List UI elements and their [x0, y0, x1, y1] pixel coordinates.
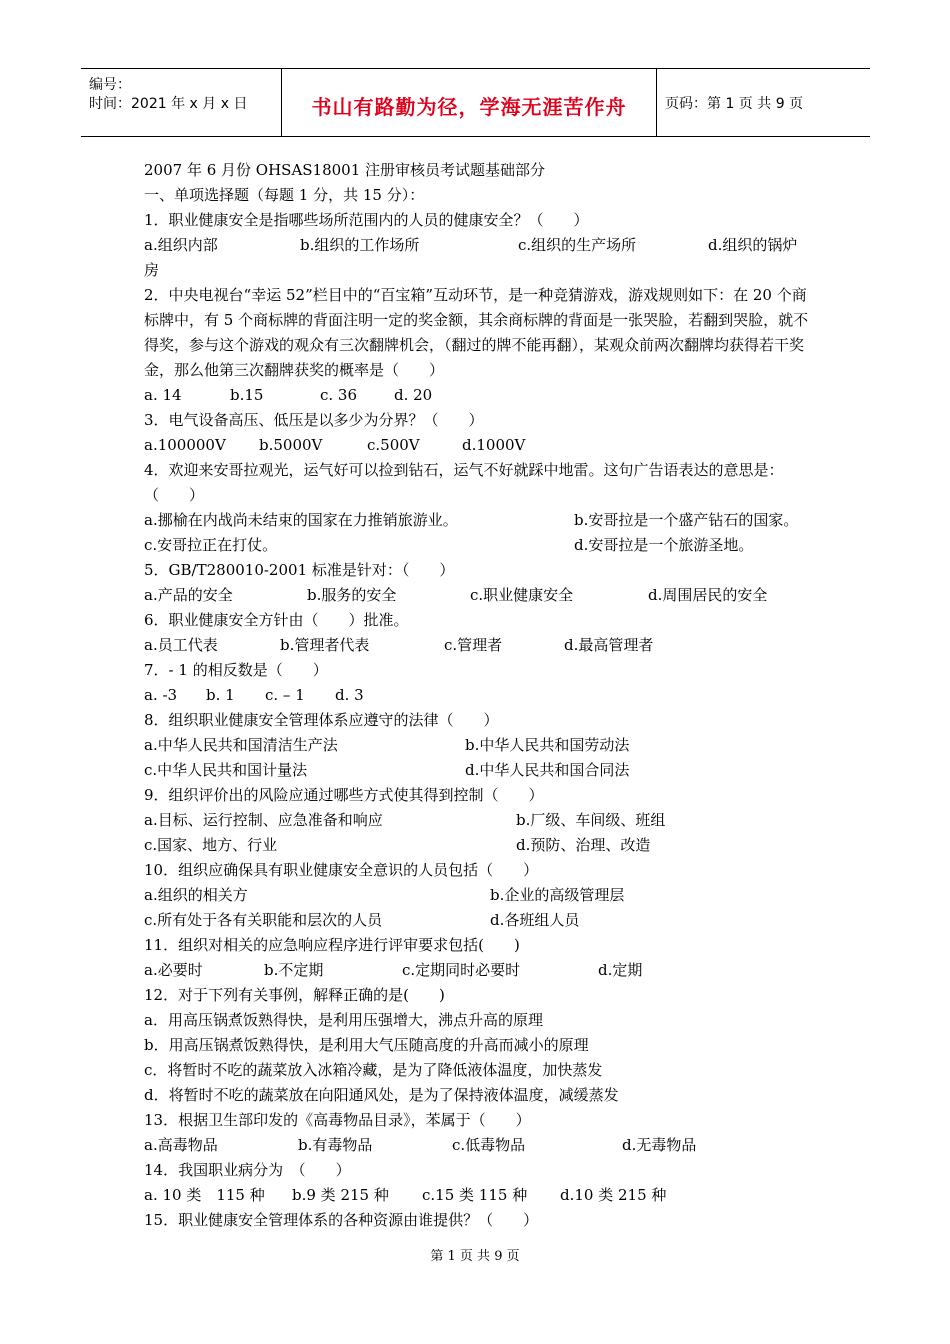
option: a. 14	[144, 386, 182, 404]
header-motto: 书山有路勤为径，学海无涯苦作舟	[311, 95, 627, 119]
question-stem: 7．- 1 的相反数是（ ）	[144, 661, 328, 679]
question-options	[144, 833, 814, 858]
option: d．将暂时不吃的蔬菜放在向阳通风处，是为了保持液体温度，减缓蒸发	[144, 1086, 619, 1104]
header-time: 时间：2021 年 x 月 x 日	[89, 96, 248, 112]
question-options	[144, 433, 814, 458]
question-stem: 6．职业健康安全方针由（ ）批准。	[144, 611, 409, 629]
option: a.必要时	[144, 961, 203, 979]
option: d.安哥拉是一个旅游圣地。	[574, 536, 754, 554]
question-stem: 3．电气设备高压、低压是以多少为分界？（ ）	[144, 411, 484, 429]
option: c.安哥拉正在打仗。	[144, 536, 278, 554]
question-options	[144, 808, 814, 833]
option: a.员工代表	[144, 636, 218, 654]
option: d.周围居民的安全	[648, 586, 768, 604]
question-options	[144, 583, 814, 608]
option: c. 36	[320, 386, 358, 404]
header-page-cell	[657, 69, 870, 136]
exam-content	[144, 158, 814, 1233]
option: c.所有处于各有关职能和层次的人员	[144, 911, 383, 929]
option: c.组织的生产场所	[518, 236, 637, 254]
question-options	[144, 633, 814, 658]
option: b.有毒物品	[298, 1136, 373, 1154]
option: b. 1	[206, 686, 235, 704]
option: c.低毒物品	[452, 1136, 526, 1154]
option: a. -3	[144, 686, 178, 704]
header-info-cell	[81, 69, 282, 136]
option: d.1000V	[462, 436, 526, 454]
option: d.预防、治理、改造	[516, 836, 651, 854]
option: a.组织内部	[144, 236, 218, 254]
question-options	[144, 683, 814, 708]
question-stem: 11．组织对相关的应急响应程序进行评审要求包括( )	[144, 936, 520, 954]
question-options	[144, 758, 814, 783]
question-options	[144, 883, 814, 908]
question-stem: 2．中央电视台“幸运 52”栏目中的“百宝箱”互动环节，是一种竞猜游戏，游戏规则如下：在 20 个商标牌中，有 5 个商标牌的背面注明一定的奖金额，其余商标牌的背面是一张哭脸，若翻到哭脸，就不得奖，参与这个游戏的观众有三次翻牌机会，（翻过的牌不能再翻），某观众前两次翻牌均获得若干奖金，那么他第三次翻牌获奖的概率是（ ）	[144, 286, 809, 379]
option: d. 20	[394, 386, 433, 404]
page-footer: 第 1 页 共 9 页	[430, 1249, 520, 1264]
option: d. 3	[335, 686, 364, 704]
option: d.无毒物品	[622, 1136, 697, 1154]
option: c. – 1	[265, 686, 305, 704]
question-options	[144, 533, 814, 558]
option: a.目标、运行控制、应急准备和响应	[144, 811, 383, 829]
option: a.高毒物品	[144, 1136, 218, 1154]
option: b．用高压锅煮饭熟得快，是利用大气压随高度的升高而减小的原理	[144, 1036, 589, 1054]
option: c．将暂时不吃的蔬菜放入冰箱冷藏，是为了降低液体温度，加快蒸发	[144, 1061, 603, 1079]
option: a.挪榆在内战尚未结束的国家在力推销旅游业。	[144, 511, 458, 529]
header-page-number: 页码：第 1 页 共 9 页	[665, 96, 804, 112]
question-stem: 14．我国职业病分为 （ ）	[144, 1161, 351, 1179]
question-stem: 15．职业健康安全管理体系的各种资源由谁提供？（ ）	[144, 1211, 539, 1229]
option: c.15 类 115 种	[422, 1186, 528, 1204]
option: b.9 类 215 种	[292, 1186, 389, 1204]
option: b.管理者代表	[280, 636, 370, 654]
question-stem: 1．职业健康安全是指哪些场所范围内的人员的健康安全？（ ）	[144, 211, 589, 229]
question-stem: 13．根据卫生部印发的《高毒物品目录》，苯属于（ ）	[144, 1111, 531, 1129]
option: a.100000V	[144, 436, 226, 454]
header-number: 编号：	[89, 77, 131, 93]
question-options	[144, 383, 814, 408]
option: b.组织的工作场所	[300, 236, 420, 254]
option: b.服务的安全	[307, 586, 397, 604]
option: a. 10 类 115 种	[144, 1186, 265, 1204]
question-options	[144, 233, 814, 258]
question-stem: 4．欢迎来安哥拉观光，运气好可以捡到钻石，运气不好就踩中地雷。这句广告语表达的意思是：（ ）	[144, 461, 784, 504]
option: b.15	[230, 386, 264, 404]
question-stem: 10．组织应确保具有职业健康安全意识的人员包括（ ）	[144, 861, 539, 879]
option: d.中华人民共和国合同法	[465, 761, 630, 779]
option-continuation: 房	[144, 261, 160, 279]
option: a.产品的安全	[144, 586, 233, 604]
option: c.职业健康安全	[470, 586, 574, 604]
question-options	[144, 958, 814, 983]
option: d.10 类 215 种	[560, 1186, 667, 1204]
option: b.安哥拉是一个盛产钻石的国家。	[574, 511, 799, 529]
document-title: 2007 年 6 月份 OHSAS18001 注册审核员考试题基础部分	[144, 161, 546, 179]
option: c.定期同时必要时	[402, 961, 521, 979]
option: b.5000V	[259, 436, 323, 454]
option: d.组织的锅炉	[708, 236, 798, 254]
question-options	[144, 1183, 814, 1208]
option: c.管理者	[444, 636, 503, 654]
question-stem: 12．对于下列有关事例，解释正确的是( )	[144, 986, 445, 1004]
option: d.定期	[598, 961, 643, 979]
question-stem: 8．组织职业健康安全管理体系应遵守的法律（ ）	[144, 711, 499, 729]
header-motto-cell	[282, 69, 657, 136]
page-header	[81, 68, 870, 137]
option: a．用高压锅煮饭熟得快，是利用压强增大，沸点升高的原理	[144, 1011, 543, 1029]
question-options	[144, 908, 814, 933]
option: a.中华人民共和国清洁生产法	[144, 736, 338, 754]
question-options	[144, 733, 814, 758]
option: b.企业的高级管理层	[490, 886, 625, 904]
option: c.国家、地方、行业	[144, 836, 278, 854]
question-options	[144, 1133, 814, 1158]
question-stem: 5．GB/T280010-2001 标准是针对：（ ）	[144, 561, 455, 579]
option: c.中华人民共和国计量法	[144, 761, 308, 779]
option: d.最高管理者	[564, 636, 654, 654]
section-heading: 一、单项选择题（每题 1 分，共 15 分）：	[144, 186, 425, 204]
question-stem: 9．组织评价出的风险应通过哪些方式使其得到控制（ ）	[144, 786, 544, 804]
option: c.500V	[367, 436, 420, 454]
question-options	[144, 508, 814, 533]
option: b.中华人民共和国劳动法	[465, 736, 630, 754]
option: b.不定期	[264, 961, 324, 979]
option: b.厂级、车间级、班组	[516, 811, 666, 829]
option: a.组织的相关方	[144, 886, 248, 904]
option: d.各班组人员	[490, 911, 580, 929]
